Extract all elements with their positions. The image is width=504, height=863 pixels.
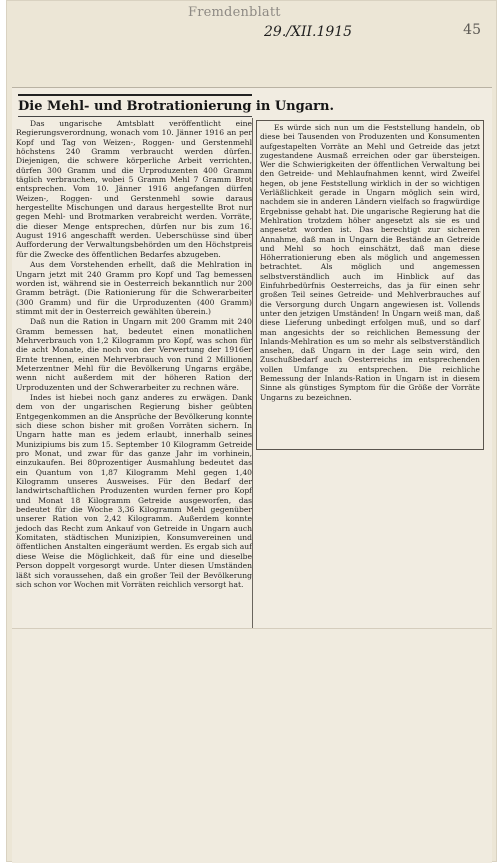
article-paragraph: Aus dem Vorstehenden erhellt, daß die Mehlration in Ungarn jetzt mit 240 Gramm pro Kopf und Tag bemessen worden ist, während sie in Oesterreich bekanntlich nur 200 Gramm beträgt. (Die Rationierung für die Schwerarbeiter (300 Gramm) und für die Urproduzenten (400 Gramm) stimmt mit der in Oesterreich gewählten überein.) <box>16 260 252 316</box>
article-title: Die Mehl- und Brotrationierung in Ungarn. <box>18 94 252 117</box>
column-divider <box>252 118 253 628</box>
article-paragraph: Das ungarische Amtsblatt veröffentlicht eine Regierungsverordnung, wonach vom 10. Jänner 1916 an per Kopf und Tag von Weizen-, Roggen- und Gerstenmehl höchstens 240 Gramm verbraucht werden dürfen. Diejenigen, die schwere körperliche Arbeit verrichten, dürfen 300 Gramm und die Urproduzenten 400 Gramm täglich verbrauchen, wobei 5 Gramm Mehl 7 Gramm Brot entsprechen. Vom 10. Jänner 1916 angefangen dürfen Weizen-, Roggen- und Gerstenmehl sowie daraus hergestellte Mischungen und daraus hergestellte Brot nur gegen Mehl- und Brotmarken verabreicht werden. Vorräte, die dieser Menge entsprechen, dürfen nur bis zum 16. August 1916 angeschafft werden. Ueberschüsse sind über Aufforderung der Verwaltungsbehörden um den Höchstpreis für die Zwecke des öffentlichen Bedarfes abzugeben. <box>16 119 252 259</box>
article-paragraph: Daß nun die Ration in Ungarn mit 200 Gramm mit 240 Gramm bemessen hat, bedeutet einen monatlichen Mehrverbrauch von 1,2 Kilogramm pro Kopf, was schon für die acht Monate, die noch von der Verwertung der 1916er Ernte trennen, einen Mehrverbrauch von rund 2 Millionen Meterzentner Mehl für die Bevölkerung Ungarns ergäbe, wenn nicht außerdem mit der höheren Ration der Urproduzenten und der Schwerarbeiter zu rechnen wäre. <box>16 317 252 392</box>
article-paragraph: Indes ist hiebei noch ganz anderes zu erwägen. Dank dem von der ungarischen Regierung bisher geübten Entgegenkommen an die Ansprüche der Bevölkerung konnte sich diese schon bisher mit großen Vorräten sichern. In Ungarn hatte man es jedem erlaubt, innerhalb seines Munizipiums bis zum 15. September 10 Kilogramm Getreide pro Monat, und zwar für das ganze Jahr im vorhinein, einzukaufen. Bei 80prozentiger Ausmahlung bedeutet das ein Quantum von 1,87 Kilogramm Mehl gegen 1,40 Kilogramm unseres Ausweises. Für den Bedarf der landwirtschaftlichen Produzenten wurden ferner pro Kopf und Monat 18 Kilogramm Getreide ausgeworfen, das bedeutet für die Woche 3,36 Kilogramm Mehl gegenüber unserer Ration von 2,42 Kilogramm. Außerdem konnte jedoch das Recht zum Ankauf von Getreide in Ungarn auch Komitaten, städtischen Munizipien, Konsumvereinen und öffentlichen Anstalten eingeräumt werden. Es ergab sich auf diese Weise die Möglichkeit, daß für eine und dieselbe Person doppelt vorgesorgt wurde. Unter diesen Umständen läßt sich voraussehen, daß ein großer Teil der Bevölkerung sich schon vor Wochen mit Vorräten reichlich versorgt hat. <box>16 392 252 589</box>
article-column-left <box>16 90 334 590</box>
handwritten-date: 29./XII.1915 <box>264 24 353 40</box>
newspaper-source-stamp: Fremdenblatt <box>188 5 281 20</box>
article-paragraph: Es würde sich nun um die Feststellung handeln, ob diese bei Tausenden von Produzenten und Konsumenten aufgestapelten Vorräte an Mehl und Getreide das jetzt zugestandene Ausmaß erreichen oder gar übersteigen. Wer die Schwierigkeiten der öffentlichen Verwaltung bei den Getreide- und Mehlaufnahmen kennt, wird Zweifel hegen, ob jene Feststellung wirklich in der so wichtigen Verläßlichkeit gerade in Ungarn möglich sein wird, nachdem sie in anderen Ländern vielfach so fragwürdige Ergebnisse gehabt hat. Die ungarische Regierung hat die Mehlration trotzdem höher angesetzt als sie es und angesetzt worden ist. Das berechtigt zur sicheren Annahme, daß man in Ungarn die Bestände an Getreide und Mehl so hoch einschätzt, daß man diese Höherrationierung eben als möglich und angemessen betrachtet. Als möglich und angemessen selbstverständlich auch im Hinblick auf das Einfuhrbedürfnis Oesterreichs, das ja für einen sehr großen Teil seines Getreide- und Mehlverbrauches auf die Versorgung durch Ungarn angewiesen ist. Vollends unter den jetzigen Umständen! In Ungarn weiß man, daß diese Lieferung unbedingt erfolgen muß, und so darf man angesichts der so reichlichen Bemessung der Inlands-Mehlration es um so mehr als selbstverständlich ansehen, daß Ungarn in der Lage sein wird, den Zuschußbedarf auch Oesterreichs im entsprechenden vollen Umfange zu entsprechen. Die reichliche Bemessung der Inlands-Ration in Ungarn ist in diesem Sinne als günstiges Symptom für die Größe der Vorräte Ungarns zu bezeichnen. <box>260 123 480 402</box>
blank-paper-area <box>12 628 492 863</box>
article-column-right <box>256 120 484 450</box>
page-number: 45 <box>463 22 481 38</box>
